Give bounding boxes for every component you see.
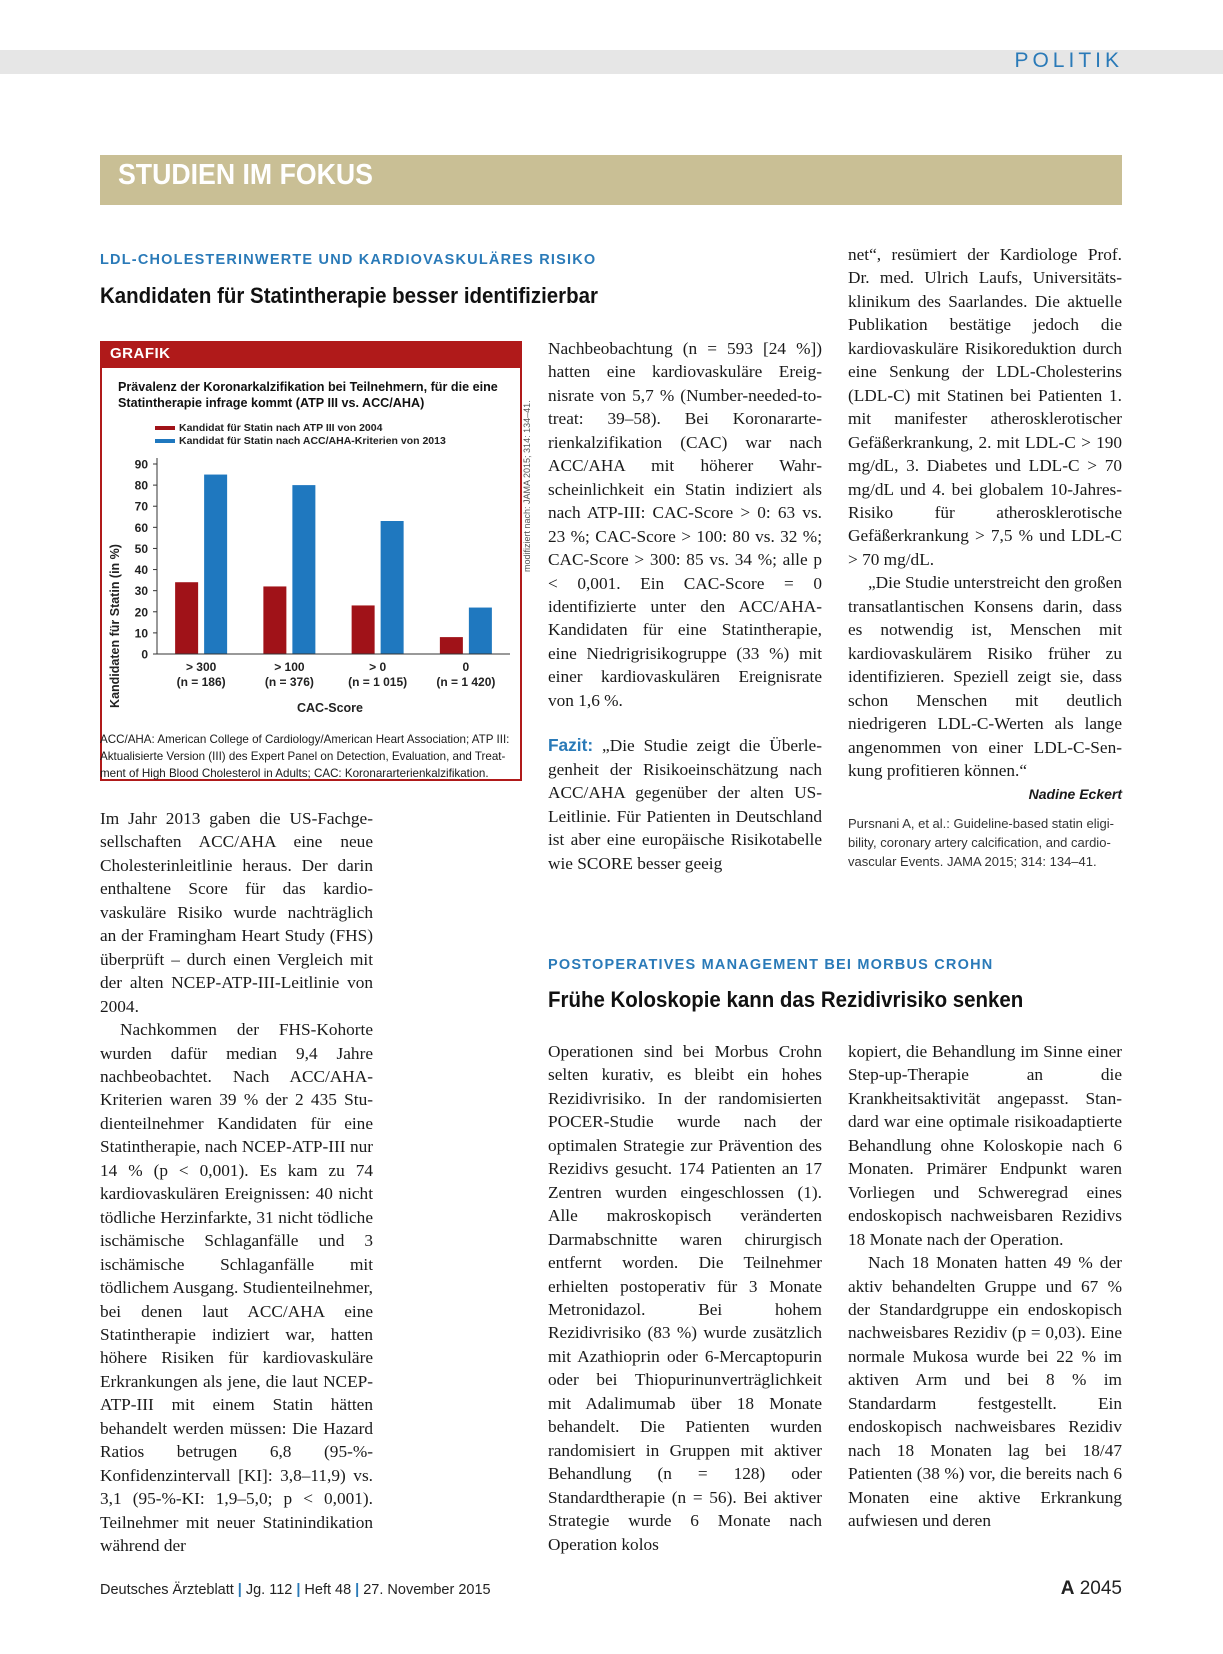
article2-kicker: POSTOPERATIVES MANAGEMENT BEI MORBUS CROHN — [548, 957, 994, 973]
article1-column-2 — [548, 337, 822, 875]
paragraph: Nachkommen der FHS-Kohorte wurden dafür median 9,4 Jahre nachbeobachtet. Nach ACC/AHA-Kriterien waren 39 % der 2 435 Studienteilnehmer Kandidaten für eine Statintherapie, nach NCEP-ATP-III nur 14 % (p < 0,001). Es kam zu 74 kardiovaskulären Ereignissen: 40 nicht tödliche Herzinfarkte, 31 nicht tödliche ischämische Schlaganfälle und 3 ischämische Schlaganfälle mit tödlichem Ausgang. Studienteilnehmer, bei denen laut ACC/AHA eine Statintherapie indiziert war, hatten höhere Risiken für kardiovaskuläre Erkrankungen als jene, die laut NCEP-ATP-III mit einem Statin hätten behandelt werden müssen: Die Hazard Ratios betrugen 6,8 (95-%-Konfidenzintervall [KI]: 3,8–11,9) vs. 3,1 (95-%-KI: 1,9–5,0; p < 0,001). Teilnehmer mit neuer Statinindikation während der — [100, 1020, 373, 1556]
paragraph: Nach 18 Monaten hatten 49 % der aktiv behandelten Gruppe und 67 % der Standardgruppe ein endoskopisch nachweisbares Rezidiv (p = 0,03). Eine normale Mukosa wurde bei 22 % im aktiven Arm und bei 8 % im Standardarm festgestellt. Ein endoskopisch nachweisbares Rezidiv nach 18 Monaten lag bei 18/47 Patienten (38 %) vor, die bereits nach 6 Monaten eine aktive Erkrankung aufwiesen und deren — [848, 1253, 1122, 1531]
paragraph: Im Jahr 2013 gaben die US-Fachgesellschaften ACC/AHA eine neue Cholesterinleitlinie heraus. Der darin enthaltene Score für das kardiovaskuläre Risiko wurde nachträglich an der Framingham Heart Study (FHS) überprüft – durch einen Vergleich mit der alten NCEP-ATP-III-Leitlinie von 2004. — [100, 809, 373, 1016]
grafik-label: GRAFIK — [110, 345, 171, 362]
footer-volume: Jg. 112 — [245, 1582, 293, 1598]
article1-column-3 — [848, 243, 1122, 782]
x-axis — [157, 654, 510, 689]
article1-kicker: LDL-CHOLESTERINWERTE UND KARDIOVASKULÄRES RISIKO — [100, 252, 597, 268]
paragraph: Operationen sind bei Morbus Crohn selten kurativ, es bleibt ein hohes Rezidivrisiko. In der randomisierten POCER-Studie wurde nach der optimalen Strategie zur Prävention des Rezidivs gesucht. 174 Patienten an 17 Zentren wurden eingeschlossen (1). Alle makroskopisch veränderten Darmabschnitte waren chirurgisch entfernt worden. Die Teilnehmer erhielten postoperativ für 3 Monate Metronidazol. Bei hohem Rezidivrisiko (83 %) wurde zusätzlich mit Azathioprin oder 6-Mercaptopurin oder bei Thiopurinunverträglichkeit mit Adalimumab über 18 Monate behandelt. Die Patienten wurden randomisiert in Gruppen mit aktiver Behandlung (n = 128) oder Standardtherapie (n = 56). Bei aktiver Strategie wurde 6 Monate nach Operation kolos — [548, 1042, 822, 1554]
author: Nadine Eckert — [1028, 786, 1122, 802]
bar — [381, 521, 404, 654]
x-tick-sublabel: (n = 1 420) — [436, 675, 496, 689]
x-tick-sublabel: (n = 1 015) — [348, 675, 408, 689]
legend-label: Kandidat für Statin nach ATP III von 2004 — [179, 422, 383, 434]
chart-ylabel: Kandidaten für Statin (in %) — [108, 544, 122, 708]
footer-date: 27. November 2015 — [363, 1582, 491, 1598]
article2-headline: Frühe Koloskopie kann das Rezidivrisiko senken — [548, 987, 1024, 1012]
y-axis — [135, 458, 157, 662]
chart-xlabel: CAC-Score — [297, 701, 363, 715]
y-tick-label: 0 — [141, 647, 148, 662]
bar — [292, 485, 315, 654]
y-tick-label: 80 — [134, 478, 148, 493]
y-tick-label: 70 — [134, 499, 148, 514]
legend-label: Kandidat für Statin nach ACC/AHA-Kriterien von 2013 — [179, 435, 446, 447]
footer-issue: Heft 48 — [304, 1582, 352, 1598]
paragraph: „Die Studie unterstreicht den großen transatlantischen Konsens darin, dass es notwendig ist, Menschen mit kardiovaskulärem Risiko früher zu identifizieren. Speziell zeigt sie, dass schon Menschen mit deutlich niedrigeren LDL-C-Werten als lange angenommen von einer LDL-C-Senkung profitieren können.“ — [848, 573, 1122, 780]
bar-chart — [102, 418, 520, 718]
y-tick-label: 50 — [134, 541, 148, 556]
paragraph: net“, resümiert der Kardiologe Prof. Dr. med. Ulrich Laufs, Universitätsklinikum des Saarlandes. Die aktuelle Publikation bestätige jedoch die kardiovaskuläre Risikoreduktion durch eine Senkung der LDL-Cholesterins (LDL-C) mit Statinen bei Patienten 1. mit manifester atherosklerotischer Gefäßerkrankung, 2. mit LDL-C > 190 mg/dL, 3. Diabetes und LDL-C > 70 mg/dL und 4. bei globalem 10-Jahres-Risiko für atherosklerotische Gefäßerkrankung > 7,5 % und LDL-C > 70 mg/dL. — [848, 245, 1122, 569]
bar — [469, 608, 492, 654]
y-tick-label: 40 — [134, 563, 148, 578]
x-tick-label: > 300 — [185, 660, 217, 674]
article2-column-2 — [848, 1040, 1122, 1533]
x-tick-sublabel: (n = 186) — [176, 675, 226, 689]
legend-swatch — [155, 439, 175, 443]
banner-title: STUDIEN IM FOKUS — [118, 159, 373, 191]
x-tick-label: > 0 — [369, 660, 387, 674]
y-tick-label: 10 — [134, 626, 148, 641]
article2-column-1 — [548, 1040, 822, 1556]
page-number-value: 2045 — [1079, 1578, 1122, 1599]
page-number — [1061, 1578, 1122, 1600]
bar — [175, 582, 198, 654]
fazit-text: „Die Studie zeigt die Überlegenheit der Risikoeinschätzung nach ACC/AHA gegenüber der alten US-Leitlinie. Für Patienten in Deutschland ist aber eine europäische Risikotabelle wie SCORE besser geeig — [548, 736, 822, 873]
bar — [352, 605, 375, 654]
bar — [263, 586, 286, 654]
x-tick-label: > 100 — [274, 660, 305, 674]
article1-column-1 — [100, 807, 373, 1558]
legend-swatch — [155, 426, 175, 430]
chart-legend — [155, 422, 446, 447]
y-tick-label: 30 — [134, 584, 148, 599]
chart-title: Prävalenz der Koronarkalzifikation bei Teilnehmern, für die eine Statintherapie infrage kommt (ATP III vs. ACC/AHA) — [118, 380, 498, 410]
fazit-paragraph — [548, 734, 822, 875]
chart-bars — [175, 475, 492, 654]
fazit-label: Fazit: — [548, 735, 594, 756]
page-prefix: A — [1060, 1578, 1075, 1599]
x-tick-sublabel: (n = 376) — [264, 675, 314, 689]
y-tick-label: 90 — [134, 457, 148, 472]
footer-citation: Deutsches Ärzteblatt | Jg. 112 | Heft 48 | 27. November 2015 — [100, 1582, 491, 1598]
article1-headline: Kandidaten für Statintherapie besser identifizierbar — [100, 283, 598, 308]
chart-caption: ACC/AHA: American College of Cardiology/American Heart Association; ATP III: Aktualisierte Version (III) des Expert Panel on Detection, Evaluation, and Treatment of High Blood Cholesterol in Adults; CAC: Koronararterienkalzifikation. — [100, 733, 510, 780]
chart-source: modifiziert nach: JAMA 2015; 314: 134–41. — [522, 400, 532, 572]
y-tick-label: 20 — [134, 605, 148, 620]
paragraph: kopiert, die Behandlung im Sinne einer Step-up-Therapie an die Krankheitsaktivität angepasst. Standard war eine optimale risikoadaptierte Behandlung ohne Koloskopie nach 6 Monaten. Primärer Endpunkt waren Vorliegen und Schweregrad eines endoskopisch nachweisbaren Rezidivs 18 Monate nach der Operation. — [848, 1042, 1122, 1249]
bar — [440, 637, 463, 654]
section-label: POLITIK — [1014, 49, 1123, 72]
paragraph: Nachbeobachtung (n = 593 [24 %]) hatten eine kardiovaskuläre Ereignisrate von 5,7 % (Number-needed-to-treat: 39–58). Bei Koronararterienkalzifikation (CAC) war nach ACC/AHA mit höherer Wahrscheinlichkeit ein Statin indiziert als nach ATP-III: CAC-Score > 0: 63 vs. 23 %; CAC-Score > 100: 80 vs. 32 %; CAC-Score > 300: 85 vs. 34 %; alle p < 0,001. Ein CAC-Score = 0 identifizierte unter den ACC/AHA-Kandidaten für eine Statintherapie, eine Niedrigrisikogruppe (33 %) mit einer kardiovaskulären Ereignisrate von 1,6 %. — [548, 339, 822, 710]
x-tick-label: 0 — [462, 660, 470, 674]
footer-journal: Deutsches Ärzteblatt — [100, 1582, 234, 1598]
bar — [204, 475, 227, 654]
reference: Pursnani A, et al.: Guideline-based statin eligibility, coronary artery calcification, and cardiovascular Events. JAMA 2015; 314: 134–41. — [848, 816, 1114, 869]
y-tick-label: 60 — [134, 520, 148, 535]
